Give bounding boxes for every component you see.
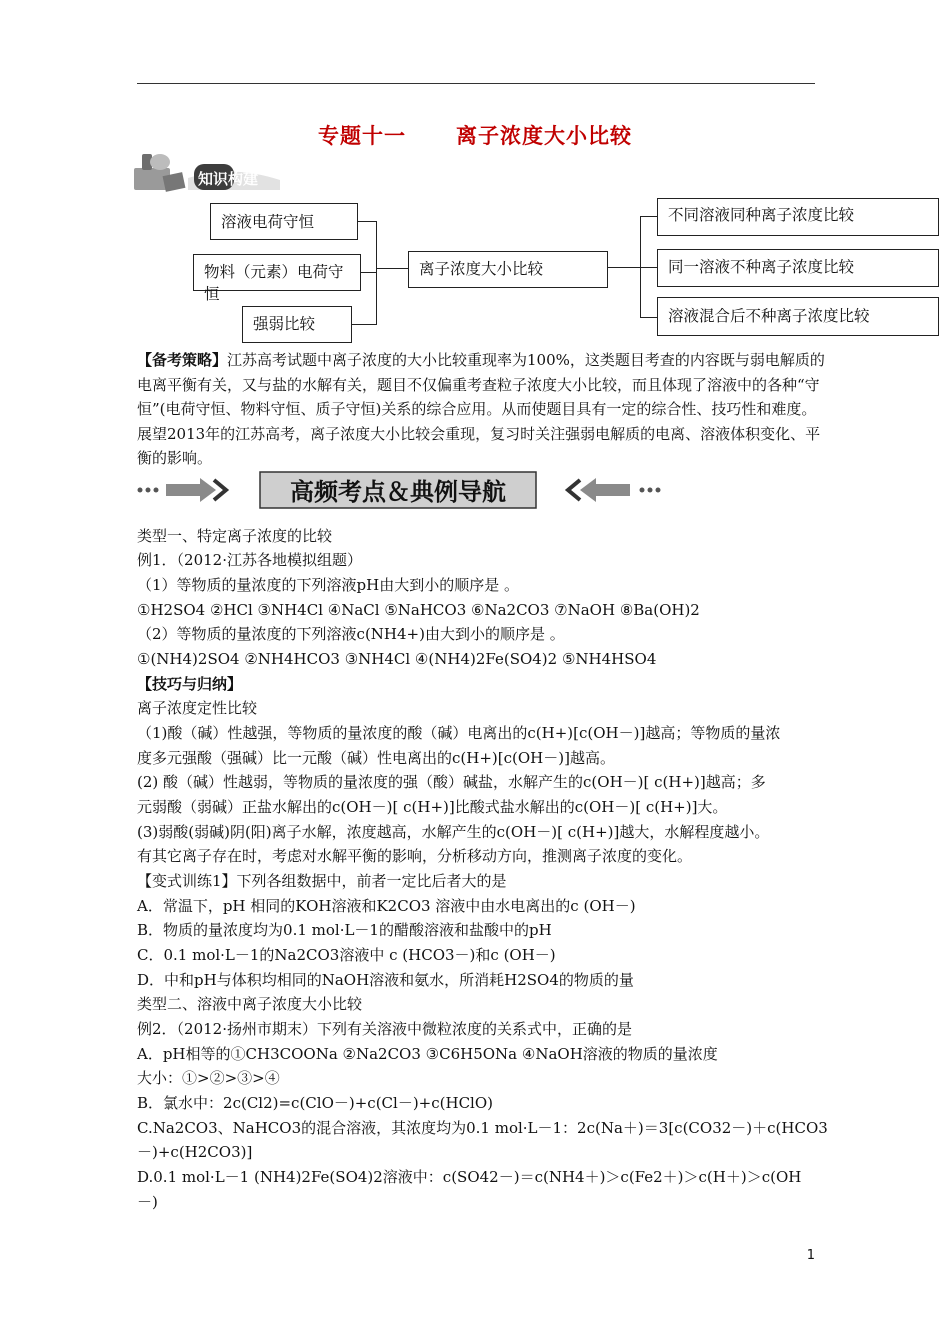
option-line: C．0.1 mol·L－1的Na2CO3溶液中 c (HCO3－)和c (OH－) bbox=[137, 946, 556, 964]
text-line: （1）等物质的量浓度的下列溶液pH由大到小的顺序是 。 bbox=[137, 576, 519, 594]
example-heading: 例1．（2012·江苏各地模拟组题） bbox=[137, 551, 362, 569]
connector bbox=[358, 221, 376, 222]
option-line: A．常温下，pH 相同的KOH溶液和K2CO3 溶液中由水电离出的c (OH－) bbox=[137, 897, 636, 915]
text-line: 【变式训练1】下列各组数据中，前者一定比后者大的是 bbox=[137, 872, 507, 890]
knowledge-icon-label: 知识构建 bbox=[198, 170, 259, 188]
connector bbox=[640, 317, 657, 318]
diagram-box-center: 离子浓度大小比较 bbox=[408, 251, 608, 288]
diagram-box-left-3: 强弱比较 bbox=[242, 306, 352, 343]
text-line: 元弱酸（弱碱）正盐水解出的c(OH－)[ c(H+)]比酸式盐水解出的c(OH－)[ c(H+)]大。 bbox=[137, 798, 728, 816]
text-line: －)+c(H2CO3)] bbox=[137, 1143, 253, 1161]
option-line: B．物质的量浓度均为0.1 mol·L－1的醋酸溶液和盐酸中的pH bbox=[137, 921, 552, 939]
section-banner bbox=[130, 470, 690, 510]
connector bbox=[352, 324, 376, 325]
option-line: C.Na2CO3、NaHCO3的混合溶液，其浓度均为0.1 mol·L－1：2c(Na＋)＝3[c(CO32－)＋c(HCO3 bbox=[137, 1119, 828, 1137]
text-line: ①H2SO4 ②HCl ③NH4Cl ④NaCl ⑤NaHCO3 ⑥Na2CO3 ⑦NaOH ⑧Ba(OH)2 bbox=[137, 601, 700, 619]
option-line: B．氯水中：2c(Cl2)=c(ClO－)+c(Cl－)+c(HClO) bbox=[137, 1094, 494, 1112]
text-line: (2) 酸（碱）性越弱，等物质的量浓度的强（酸）碱盐，水解产生的c(OH－)[ c(H+)]越高；多 bbox=[137, 773, 766, 791]
text-line: 有其它离子存在时，考虑对水解平衡的影响，分析移动方向，推测离子浓度的变化。 bbox=[137, 847, 693, 865]
knowledge-building-icon bbox=[130, 150, 290, 196]
example-heading: 例2．（2012·扬州市期末）下列有关溶液中微粒浓度的关系式中，正确的是 bbox=[137, 1020, 632, 1038]
subsection-heading: 【技巧与归纳】 bbox=[137, 675, 243, 693]
option-line: D.0.1 mol·L－1 (NH4)2Fe(SO4)2溶液中：c(SO42－)＝c(NH4＋)＞c(Fe2＋)＞c(H＋)＞c(OH bbox=[137, 1168, 802, 1186]
page-number: 1 bbox=[806, 1248, 815, 1263]
text-line: （2）等物质的量浓度的下列溶液c(NH4+)由大到小的顺序是 。 bbox=[137, 625, 565, 643]
connector bbox=[640, 267, 657, 268]
text-line: ①(NH4)2SO4 ②NH4HCO3 ③NH4Cl ④(NH4)2Fe(SO4)2 ⑤NH4HSO4 bbox=[137, 650, 657, 668]
connector bbox=[640, 216, 657, 217]
section-heading: 类型二、溶液中离子浓度大小比较 bbox=[137, 995, 363, 1013]
diagram-box-right-1: 不同溶液同种离子浓度比较 bbox=[657, 198, 939, 236]
diagram-box-right-2: 同一溶液不种离子浓度比较 bbox=[657, 249, 939, 287]
connector bbox=[376, 268, 408, 269]
diagram-box-left-2: 物料（元素）电荷守恒 bbox=[193, 254, 361, 291]
text-line: (3)弱酸(弱碱)阴(阳)离子水解，浓度越高，水解产生的c(OH－)[ c(H+)]越大，水解程度越小。 bbox=[137, 823, 770, 841]
text-line: 大小：①>②>③>④ bbox=[137, 1069, 280, 1087]
banner-label: 高频考点＆典例导航 bbox=[290, 478, 506, 506]
connector bbox=[608, 267, 640, 268]
text-line: 离子浓度定性比较 bbox=[137, 699, 258, 717]
diagram-box-left-1: 溶液电荷守恒 bbox=[210, 203, 358, 240]
strategy-paragraph: 【备考策略】江苏高考试题中离子浓度的大小比较重现率为100%，这类题目考查的内容既与弱电解质的电离平衡有关，又与盐的水解有关，题目不仅偏重考查粒子浓度大小比较，而且体现了溶液中的各种“守恒”(电荷守恒、物料守恒、质子守恒)关系的综合应用。从而使题目具有一定的综合性、技巧性和难度。展望2013年的江苏高考，离子浓度大小比较会重现，复习时关注强弱电解质的电离、溶液体积变化、平衡的影响。 bbox=[137, 351, 825, 468]
text-line: 度多元强酸（强碱）比一元酸（碱）性电离出的c(H+)[c(OH－)]越高。 bbox=[137, 749, 615, 767]
diagram-box-right-3: 溶液混合后不种离子浓度比较 bbox=[657, 297, 939, 336]
section-heading: 类型一、特定离子浓度的比较 bbox=[137, 527, 333, 545]
connector bbox=[361, 272, 376, 273]
header-rule bbox=[137, 83, 815, 84]
page-title: 专题十一 离子浓度大小比较 bbox=[318, 123, 632, 148]
connector bbox=[376, 221, 377, 325]
option-line: A．pH相等的①CH3COONa ②Na2CO3 ③C6H5ONa ④NaOH溶液的物质的量浓度 bbox=[137, 1045, 718, 1063]
option-line: D．中和pH与体积均相同的NaOH溶液和氨水，所消耗H2SO4的物质的量 bbox=[137, 971, 634, 989]
text-line: －) bbox=[137, 1193, 158, 1211]
text-line: （1)酸（碱）性越强，等物质的量浓度的酸（碱）电离出的c(H+)[c(OH－)]越高；等物质的量浓 bbox=[137, 724, 781, 742]
